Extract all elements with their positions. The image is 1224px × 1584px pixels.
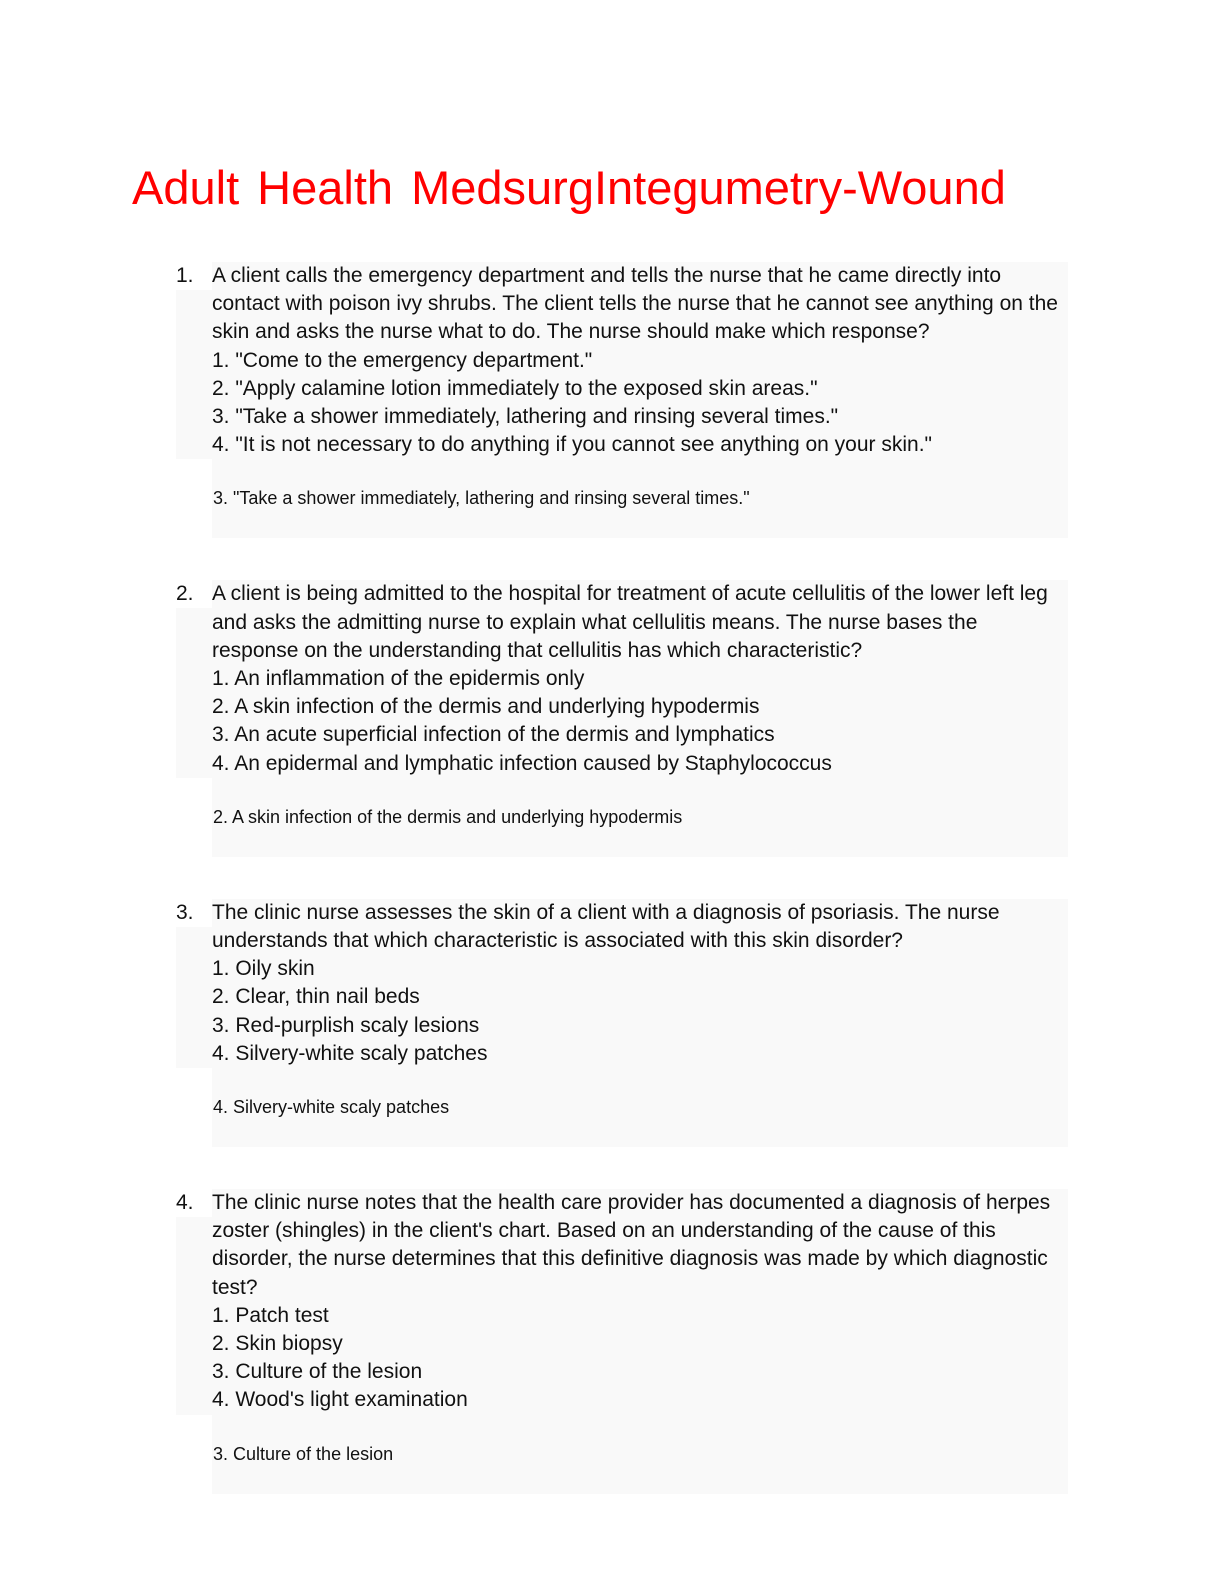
- option-item: 4. "It is not necessary to do anything if you cannot see anything on your skin.": [212, 433, 932, 457]
- option-list: [212, 955, 1068, 1068]
- option-item: 3. Culture of the lesion: [212, 1360, 423, 1384]
- page-title: Adult Health MedsurgIntegumetry-Wound: [132, 161, 1006, 214]
- question-card: [176, 580, 1068, 777]
- option-list: [212, 665, 1068, 778]
- question-item: [0, 899, 1224, 1147]
- question-stem: The clinic nurse notes that the health care provider has documented a diagnosis of herpes zoster (shingles) in the client's chart. Based on an understanding of the cause of this disorder, the nurse determines that this definitive diagnosis was made by which diagnostic test?: [212, 1191, 1051, 1299]
- option-item: 2. "Apply calamine lotion immediately to the exposed skin areas.": [212, 376, 818, 400]
- option-list: [212, 1302, 1068, 1415]
- option-item: 3. An acute superficial infection of the dermis and lymphatics: [212, 723, 775, 747]
- question-number: 2.: [176, 580, 212, 608]
- answer-row: [176, 1415, 1068, 1494]
- answer-row: [176, 1068, 1068, 1147]
- option-item: 2. Clear, thin nail beds: [212, 985, 420, 1009]
- answer-text: 3. "Take a shower immediately, lathering and rinsing several times.": [213, 488, 750, 509]
- question-item: [0, 1189, 1224, 1494]
- question-number: 3.: [176, 899, 212, 927]
- question-card: [176, 899, 1068, 1068]
- question-card: [176, 1189, 1068, 1415]
- option-item: 3. "Take a shower immediately, lathering and rinsing several times.": [212, 405, 839, 429]
- option-item: 2. A skin infection of the dermis and underlying hypodermis: [212, 695, 760, 719]
- question-number: 4.: [176, 1189, 212, 1217]
- option-item: 1. An inflammation of the epidermis only: [212, 667, 585, 691]
- answer-text: 2. A skin infection of the dermis and underlying hypodermis: [213, 806, 683, 827]
- question-stem: A client calls the emergency department and tells the nurse that he came directly into contact with poison ivy shrubs. The client tells the nurse that he cannot see anything on the skin and asks the nurse what to do. The nurse should make which response?: [212, 264, 1058, 344]
- question-item: [0, 262, 1224, 538]
- option-item: 1. Patch test: [212, 1303, 329, 1327]
- option-list: [212, 347, 1068, 460]
- answer-row: [176, 459, 1068, 538]
- option-item: 3. Red-purplish scaly lesions: [212, 1013, 480, 1037]
- answer-row: [176, 778, 1068, 857]
- option-item: 2. Skin biopsy: [212, 1332, 343, 1356]
- question-number: 1.: [176, 262, 212, 290]
- question-stem: A client is being admitted to the hospital for treatment of acute cellulitis of the lower left leg and asks the admitting nurse to explain what cellulitis means. The nurse bases the response on the understanding that cellulitis has which characteristic?: [212, 582, 1048, 662]
- question-item: [0, 580, 1224, 856]
- question-list: [0, 262, 1224, 1536]
- option-item: 1. Oily skin: [212, 957, 315, 981]
- option-item: 4. Wood's light examination: [212, 1388, 468, 1412]
- option-item: 1. "Come to the emergency department.": [212, 348, 593, 372]
- option-item: 4. Silvery-white scaly patches: [212, 1041, 488, 1065]
- answer-text: 3. Culture of the lesion: [213, 1443, 394, 1464]
- question-card: [176, 262, 1068, 459]
- question-stem: The clinic nurse assesses the skin of a client with a diagnosis of psoriasis. The nurse understands that which characteristic is associated with this skin disorder?: [212, 900, 1000, 953]
- option-item: 4. An epidermal and lymphatic infection caused by Staphylococcus: [212, 751, 832, 775]
- answer-text: 4. Silvery-white scaly patches: [213, 1097, 450, 1118]
